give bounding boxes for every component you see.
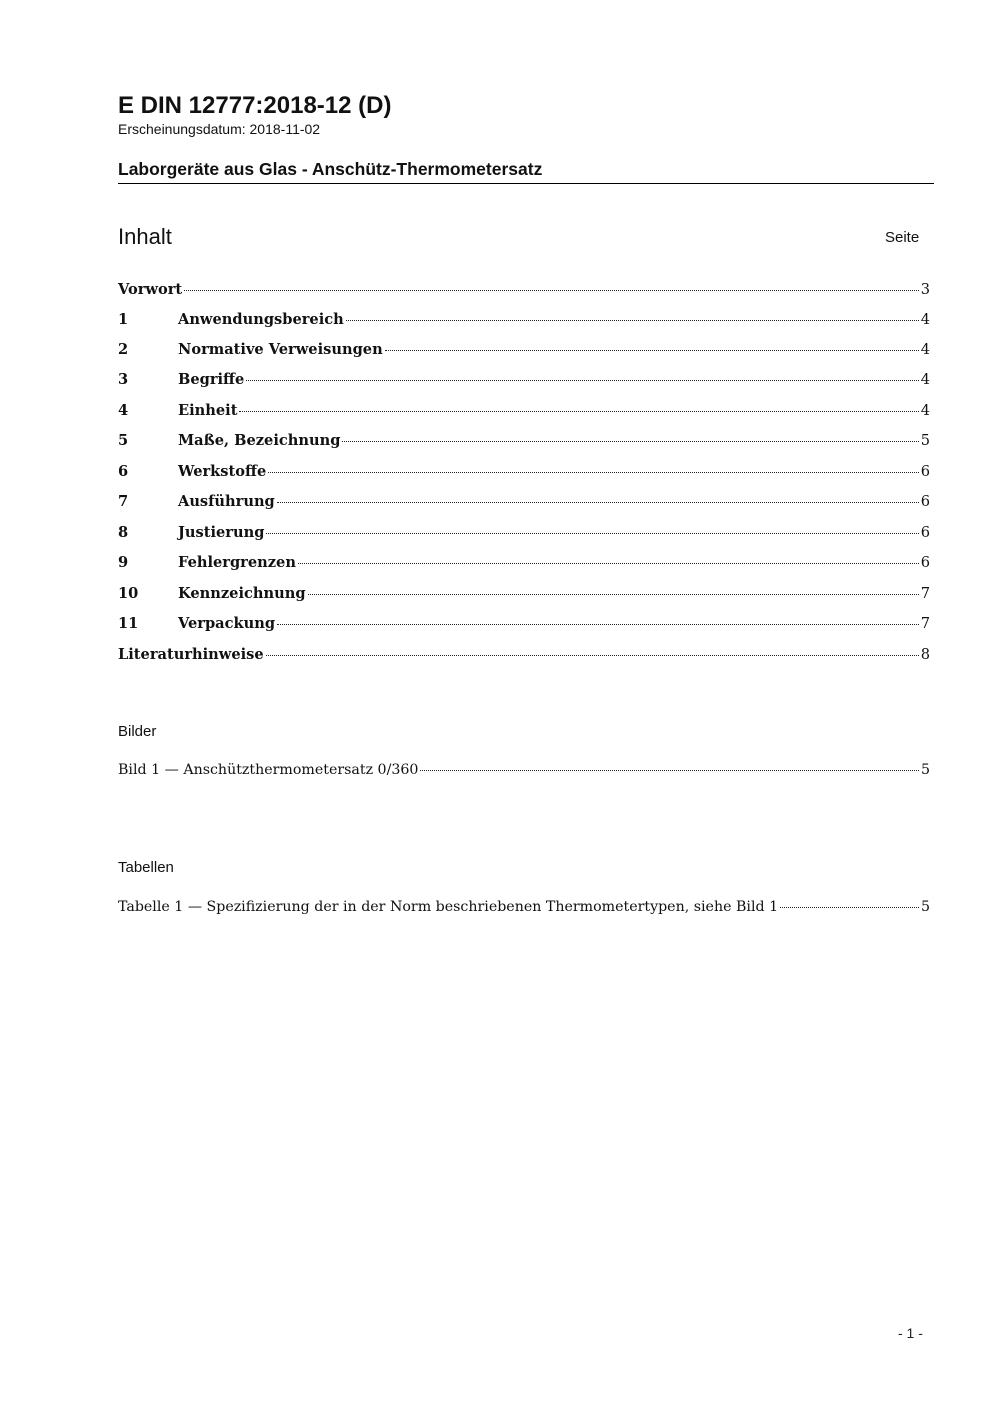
toc-entry-number: 6	[118, 463, 129, 480]
toc-entry-number: 2	[118, 341, 129, 358]
toc-entry[interactable]	[118, 402, 930, 419]
dot-leader	[266, 532, 918, 534]
toc-entry-label: Literaturhinweise	[118, 646, 264, 663]
table-entry-page: 5	[920, 899, 930, 915]
toc-entry-label: Verpackung	[178, 615, 276, 632]
toc-page-column-label: Seite	[885, 229, 920, 246]
figure-entry-page: 5	[920, 762, 930, 778]
toc-entry-number: 8	[118, 524, 129, 541]
toc-entry[interactable]	[118, 463, 930, 480]
toc-entry-label: Maße, Bezeichnung	[178, 432, 341, 449]
toc-entry[interactable]	[118, 554, 930, 571]
toc-entry-page: 4	[920, 311, 930, 328]
dot-leader	[277, 623, 919, 625]
toc-entry-page: 6	[920, 463, 930, 480]
dot-leader	[266, 654, 919, 656]
toc-entry[interactable]	[118, 371, 930, 388]
toc-entry-page: 5	[920, 432, 930, 449]
figures-heading: Bilder	[118, 723, 157, 740]
dot-leader	[342, 440, 918, 442]
toc-entry-page: 7	[920, 585, 930, 602]
toc-entry-page: 6	[920, 524, 930, 541]
table-entry[interactable]	[118, 899, 930, 915]
toc-entry-page: 3	[920, 281, 930, 298]
toc-entry-page: 8	[920, 646, 930, 663]
toc-entry-label: Einheit	[178, 402, 238, 419]
dot-leader	[346, 319, 919, 321]
dot-leader	[239, 410, 918, 412]
toc-entry-page: 7	[920, 615, 930, 632]
dot-leader	[268, 471, 918, 473]
toc-entry-vorwort[interactable]	[118, 281, 930, 298]
toc-entry[interactable]	[118, 524, 930, 541]
table-entry-label: Tabelle 1 — Spezifizierung der in der Norm beschriebenen Thermometertypen, siehe Bild 1	[118, 899, 779, 915]
toc-entry-label: Vorwort	[118, 281, 183, 298]
tables-heading: Tabellen	[118, 859, 174, 876]
dot-leader	[420, 769, 919, 771]
toc-entry-number: 11	[118, 615, 139, 632]
toc-entry-label: Kennzeichnung	[178, 585, 306, 602]
toc-entry-label: Normative Verweisungen	[178, 341, 383, 358]
page-number: - 1 -	[898, 1325, 923, 1341]
toc-heading: Inhalt	[118, 224, 172, 249]
document-title: E DIN 12777:2018-12 (D)	[118, 92, 392, 119]
toc-entry[interactable]	[118, 432, 930, 449]
dot-leader	[246, 379, 918, 381]
figure-entry-label: Bild 1 — Anschützthermometersatz 0/360	[118, 762, 419, 778]
dot-leader	[308, 593, 919, 595]
toc-entry-page: 6	[920, 493, 930, 510]
toc-entry[interactable]	[118, 493, 930, 510]
toc-entry-page: 4	[920, 371, 930, 388]
toc-entry-page: 4	[920, 402, 930, 419]
toc-entry-literaturhinweise[interactable]	[118, 646, 930, 663]
toc-entry[interactable]	[118, 341, 930, 358]
toc-entry-label: Ausführung	[178, 493, 275, 510]
toc-entry-number: 5	[118, 432, 129, 449]
toc-entry-number: 1	[118, 311, 129, 328]
toc-entry-label: Werkstoffe	[178, 463, 267, 480]
toc-entry[interactable]	[118, 311, 930, 328]
toc-entry-page: 6	[920, 554, 930, 571]
toc-entry-label: Anwendungsbereich	[178, 311, 344, 328]
dot-leader	[298, 562, 919, 564]
toc-entry[interactable]	[118, 615, 930, 632]
toc-entry[interactable]	[118, 585, 930, 602]
toc-entry-label: Justierung	[178, 524, 265, 541]
dot-leader	[277, 501, 919, 503]
figure-entry[interactable]	[118, 762, 930, 778]
toc-entry-number: 4	[118, 402, 129, 419]
toc-entry-number: 10	[118, 585, 139, 602]
toc-entry-page: 4	[920, 341, 930, 358]
toc-entry-number: 9	[118, 554, 129, 571]
publication-date: Erscheinungsdatum: 2018-11-02	[118, 121, 321, 137]
document-subject: Laborgeräte aus Glas - Anschütz-Thermometersatz	[118, 159, 543, 179]
toc-entry-number: 7	[118, 493, 129, 510]
header-rule	[118, 183, 934, 184]
dot-leader	[780, 906, 919, 908]
dot-leader	[385, 349, 919, 351]
dot-leader	[184, 289, 919, 291]
toc-entry-label: Begriffe	[178, 371, 245, 388]
toc-entry-number: 3	[118, 371, 129, 388]
toc-entry-label: Fehlergrenzen	[178, 554, 296, 571]
